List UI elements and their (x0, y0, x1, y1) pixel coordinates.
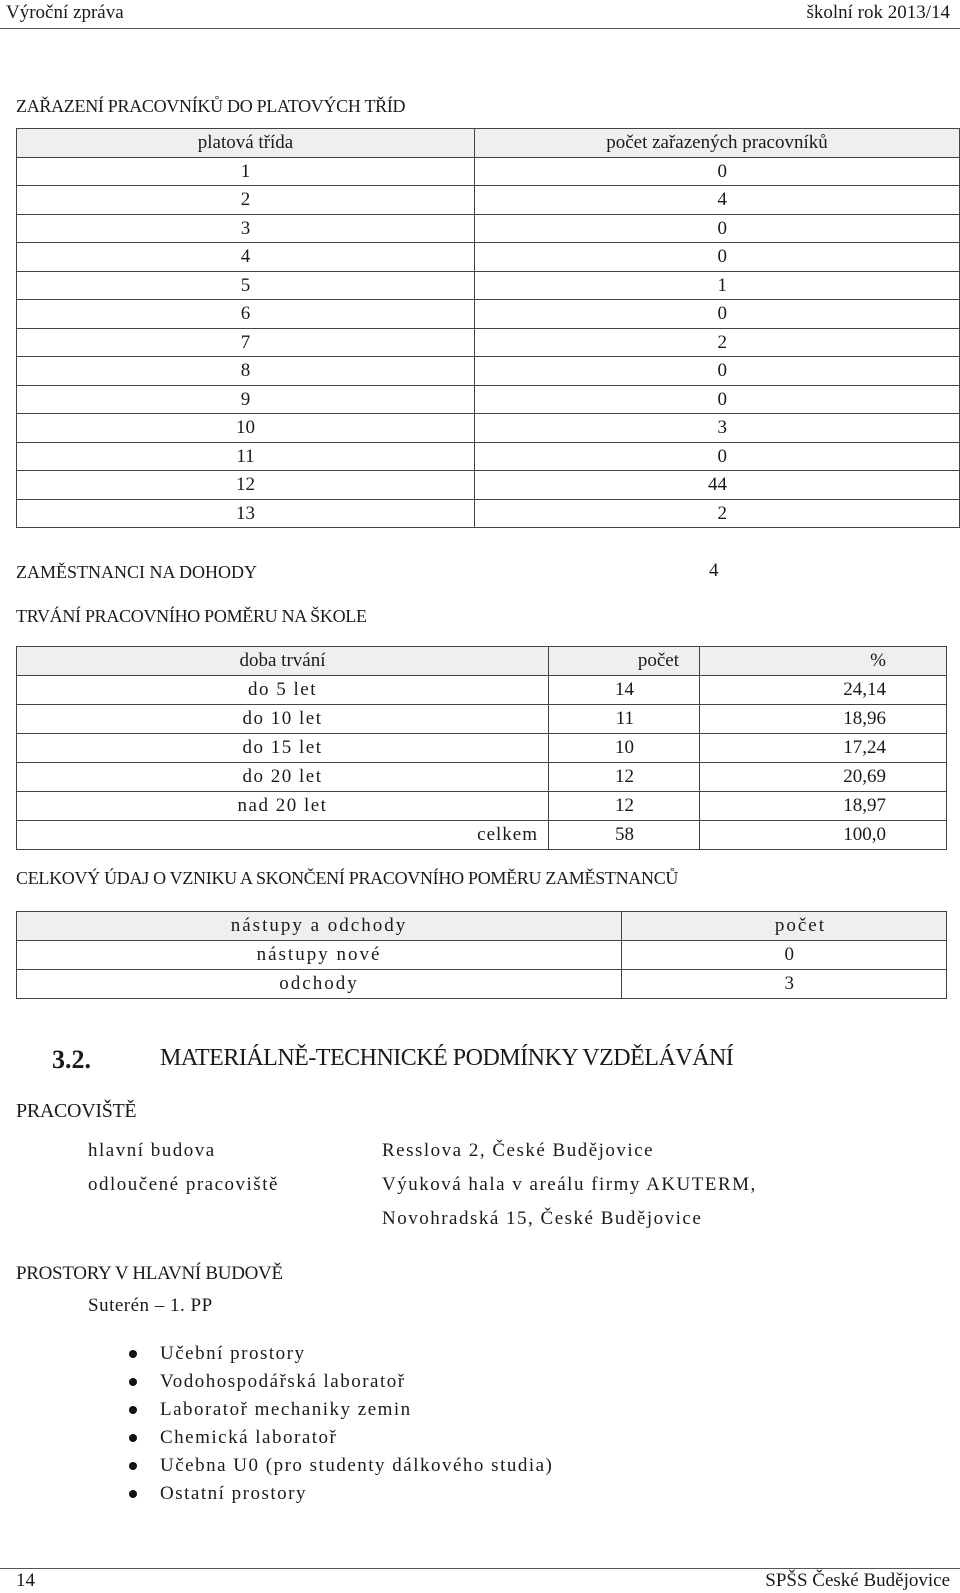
list-item-label: Laboratoř mechaniky zemin (160, 1399, 412, 1420)
workplace-main-label: hlavní budova (88, 1140, 216, 1161)
section-heading-prostory: PROSTORY V HLAVNÍ BUDOVĚ (16, 1263, 283, 1284)
percent-cell: 18,97 (700, 792, 947, 821)
list-item-label: Ostatní prostory (160, 1483, 307, 1504)
section-heading-platove-tridy: ZAŘAZENÍ PRACOVNÍKŮ DO PLATOVÝCH TŘÍD (16, 96, 406, 116)
table-row (17, 763, 947, 792)
rooms-list (160, 1340, 553, 1508)
table-row (17, 243, 960, 272)
bullet-icon (129, 1406, 137, 1414)
bullet-icon (129, 1350, 137, 1358)
table-header-row (17, 129, 960, 158)
header-doc-title: Výroční zpráva (6, 2, 124, 23)
employee-count-cell: 44 (475, 471, 960, 500)
workplace-main-address: Resslova 2, České Budějovice (382, 1140, 655, 1161)
count-cell: 14 (549, 676, 700, 705)
percent-cell: 20,69 (700, 763, 947, 792)
list-item-label: Chemická laboratoř (160, 1427, 338, 1448)
header-divider (0, 28, 960, 29)
workplace-detached-address-line1: Výuková hala v areálu firmy AKUTERM, (382, 1174, 757, 1195)
column-header-count: počet (622, 912, 947, 941)
column-header-type: nástupy a odchody (17, 912, 622, 941)
salary-class-cell: 6 (17, 300, 475, 329)
hires-departures-table (16, 911, 947, 999)
salary-class-cell: 7 (17, 328, 475, 357)
bullet-icon (129, 1434, 137, 1442)
agreement-employees-label: ZAMĚSTNANCI NA DOHODY (16, 562, 257, 582)
duration-cell: do 20 let (17, 763, 549, 792)
table-row (17, 792, 947, 821)
total-count: 58 (549, 821, 700, 850)
column-header-count: počet (549, 647, 700, 676)
salary-class-cell: 9 (17, 385, 475, 414)
footer-school-name: SPŠS České Budějovice (765, 1570, 950, 1591)
salary-class-cell: 3 (17, 214, 475, 243)
count-cell: 12 (549, 763, 700, 792)
column-header-percent: % (700, 647, 947, 676)
table-header-row (17, 912, 947, 941)
type-cell: nástupy nové (17, 941, 622, 970)
table-row (17, 471, 960, 500)
salary-class-cell: 10 (17, 414, 475, 443)
table-row (17, 300, 960, 329)
table-row (17, 676, 947, 705)
salary-class-cell: 8 (17, 357, 475, 386)
count-cell: 12 (549, 792, 700, 821)
total-percent: 100,0 (700, 821, 947, 850)
salary-class-cell: 1 (17, 157, 475, 186)
table-row (17, 705, 947, 734)
type-cell: odchody (17, 970, 622, 999)
list-item (160, 1452, 553, 1480)
duration-cell: nad 20 let (17, 792, 549, 821)
footer-divider (0, 1568, 960, 1569)
employee-count-cell: 0 (475, 214, 960, 243)
header-school-year: školní rok 2013/14 (806, 2, 950, 23)
employee-count-cell: 4 (475, 186, 960, 215)
page-header (0, 0, 960, 26)
employee-count-cell: 0 (475, 243, 960, 272)
employee-count-cell: 0 (475, 300, 960, 329)
percent-cell: 17,24 (700, 734, 947, 763)
employee-count-cell: 1 (475, 271, 960, 300)
duration-cell: do 10 let (17, 705, 549, 734)
employee-count-cell: 0 (475, 357, 960, 386)
employee-count-cell: 2 (475, 328, 960, 357)
list-item-label: Vodohospodářská laboratoř (160, 1371, 406, 1392)
table-row (17, 414, 960, 443)
salary-class-cell: 11 (17, 442, 475, 471)
table-row (17, 385, 960, 414)
table-row (17, 271, 960, 300)
salary-class-cell: 5 (17, 271, 475, 300)
list-item (160, 1340, 553, 1368)
count-cell: 0 (622, 941, 947, 970)
table-header-row (17, 647, 947, 676)
count-cell: 3 (622, 970, 947, 999)
table-row (17, 499, 960, 528)
workplace-detached-address-line2: Novohradská 15, České Budějovice (382, 1208, 703, 1229)
chapter-number: 3.2. (52, 1045, 91, 1074)
list-item (160, 1368, 553, 1396)
list-item (160, 1396, 553, 1424)
table-row (17, 734, 947, 763)
list-item (160, 1424, 553, 1452)
percent-cell: 24,14 (700, 676, 947, 705)
workplace-detached-label: odloučené pracoviště (88, 1174, 279, 1195)
salary-class-cell: 2 (17, 186, 475, 215)
section-heading-nastupy: CELKOVÝ ÚDAJ O VZNIKU A SKONČENÍ PRACOVNÍHO POMĚRU ZAMĚSTNANCŮ (16, 868, 679, 888)
chapter-title: MATERIÁLNĚ-TECHNICKÉ PODMÍNKY VZDĚLÁVÁNÍ (160, 1045, 734, 1071)
table-row (17, 186, 960, 215)
table-row (17, 357, 960, 386)
table-row (17, 970, 947, 999)
table-total-row (17, 821, 947, 850)
list-item-label: Učební prostory (160, 1343, 306, 1364)
duration-table (16, 646, 947, 850)
table-row (17, 328, 960, 357)
floor-label: Suterén – 1. PP (88, 1295, 213, 1316)
salary-class-cell: 13 (17, 499, 475, 528)
section-heading-trvani: TRVÁNÍ PRACOVNÍHO POMĚRU NA ŠKOLE (16, 606, 367, 626)
bullet-icon (129, 1490, 137, 1498)
table-row (17, 442, 960, 471)
employee-count-cell: 0 (475, 157, 960, 186)
table-row (17, 157, 960, 186)
total-label: celkem (17, 821, 549, 850)
section-heading-pracoviste: PRACOVIŠTĚ (16, 1100, 137, 1122)
employee-count-cell: 3 (475, 414, 960, 443)
salary-class-table (16, 128, 960, 528)
duration-cell: do 5 let (17, 676, 549, 705)
list-item (160, 1480, 553, 1508)
column-header-salary-class: platová třída (17, 129, 475, 158)
count-cell: 11 (549, 705, 700, 734)
salary-class-cell: 4 (17, 243, 475, 272)
list-item-label: Učebna U0 (pro studenty dálkového studia) (160, 1455, 554, 1476)
duration-cell: do 15 let (17, 734, 549, 763)
percent-cell: 18,96 (700, 705, 947, 734)
employee-count-cell: 0 (475, 385, 960, 414)
column-header-duration: doba trvání (17, 647, 549, 676)
table-row (17, 941, 947, 970)
bullet-icon (129, 1378, 137, 1386)
count-cell: 10 (549, 734, 700, 763)
column-header-employee-count: počet zařazených pracovníků (475, 129, 960, 158)
bullet-icon (129, 1462, 137, 1470)
page-number: 14 (16, 1570, 35, 1591)
employee-count-cell: 2 (475, 499, 960, 528)
table-row (17, 214, 960, 243)
agreement-employees-value: 4 (709, 560, 719, 581)
salary-class-cell: 12 (17, 471, 475, 500)
employee-count-cell: 0 (475, 442, 960, 471)
